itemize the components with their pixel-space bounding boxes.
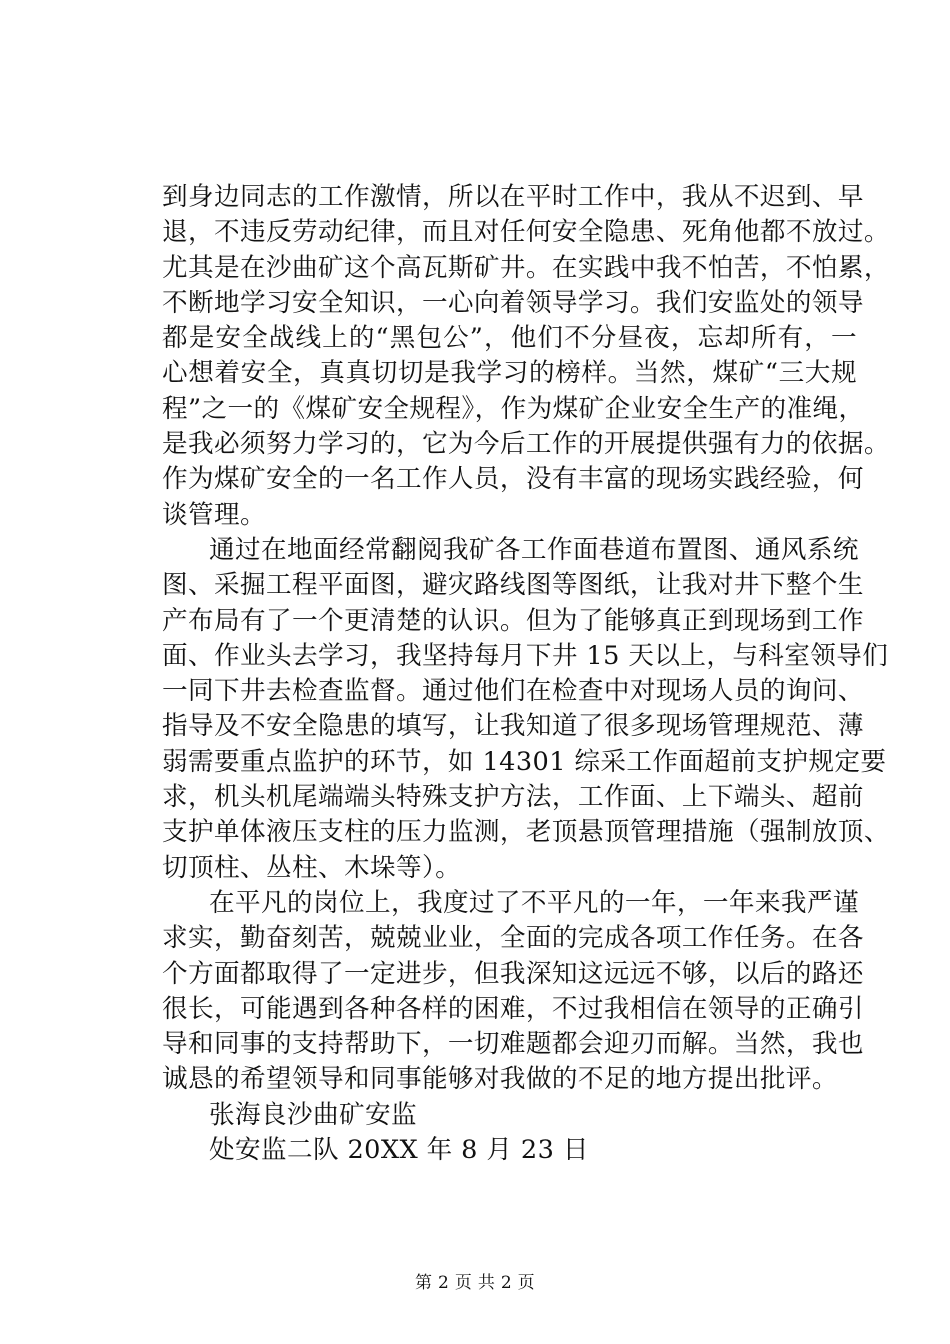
text-line: 心想着安全，真真切切是我学习的榜样。当然，煤矿“三大规 bbox=[162, 358, 857, 389]
text-line: 求，机头机尾端端头特殊支护方法，工作面、上下端头、超前 bbox=[162, 782, 864, 813]
text-line: 作为煤矿安全的一名工作人员，没有丰富的现场实践经验，何 bbox=[162, 464, 864, 495]
text-line: 尤其是在沙曲矿这个高瓦斯矿井。在实践中我不怕苦，不怕累， bbox=[162, 252, 890, 283]
text-line: 支护单体液压支柱的压力监测，老顶悬顶管理措施（强制放顶、 bbox=[162, 817, 890, 848]
page-footer: 第 2 页 共 2 页 bbox=[415, 1273, 535, 1293]
text-line: 在平凡的岗位上，我度过了不平凡的一年，一年来我严谨 bbox=[183, 887, 859, 918]
text-line: 切顶柱、丛柱、木垛等）。 bbox=[162, 852, 462, 883]
text-line: 不断地学习安全知识，一心向着领导学习。我们安监处的领导 bbox=[162, 287, 864, 318]
document-body bbox=[162, 180, 890, 1168]
text-line: 一同下井去检查监督。通过他们在检查中对现场人员的询问、 bbox=[162, 676, 864, 707]
text-line: 诚恳的希望领导和同事能够对我做的不足的地方提出批评。 bbox=[162, 1064, 838, 1095]
text-line: 是我必须努力学习的，它为今后工作的开展提供强有力的依据。 bbox=[162, 429, 890, 460]
text-line: 处安监二队 20XX 年 8 月 23 日 bbox=[183, 1135, 589, 1166]
text-line: 到身边同志的工作激情，所以在平时工作中，我从不迟到、早 bbox=[162, 182, 864, 212]
text-line: 弱需要重点监护的环节，如 14301 综采工作面超前支护规定要 bbox=[162, 746, 887, 777]
text-line: 通过在地面经常翻阅我矿各工作面巷道布置图、通风系统 bbox=[183, 534, 859, 565]
text-line: 指导及不安全隐患的填写，让我知道了很多现场管理规范、薄 bbox=[162, 711, 864, 742]
text-line: 个方面都取得了一定进步，但我深知这远远不够，以后的路还 bbox=[162, 958, 864, 989]
text-line: 图、采掘工程平面图，避灾路线图等图纸，让我对井下整个生 bbox=[162, 570, 864, 601]
text-line: 面、作业头去学习，我坚持每月下井 15 天以上，与科室领导们 bbox=[162, 640, 889, 671]
text-line: 张海良沙曲矿安监 bbox=[183, 1099, 417, 1130]
text-line: 求实，勤奋刻苦，兢兢业业，全面的完成各项工作任务。在各 bbox=[162, 923, 864, 954]
text-line: 很长，可能遇到各种各样的困难，不过我相信在领导的正确引 bbox=[162, 993, 864, 1024]
text-line: 都是安全战线上的“黑包公”，他们不分昼夜，忘却所有，一 bbox=[162, 323, 857, 354]
text-line: 程”之一的《煤矿安全规程》，作为煤矿企业安全生产的准绳， bbox=[162, 393, 865, 424]
text-line: 产布局有了一个更清楚的认识。但为了能够真正到现场到工作 bbox=[162, 605, 864, 636]
text-line: 导和同事的支持帮助下，一切难题都会迎刃而解。当然，我也 bbox=[162, 1029, 864, 1060]
text-line: 退，不违反劳动纪律，而且对任何安全隐患、死角他都不放过。 bbox=[162, 217, 890, 248]
text-line: 谈管理。 bbox=[162, 499, 266, 530]
